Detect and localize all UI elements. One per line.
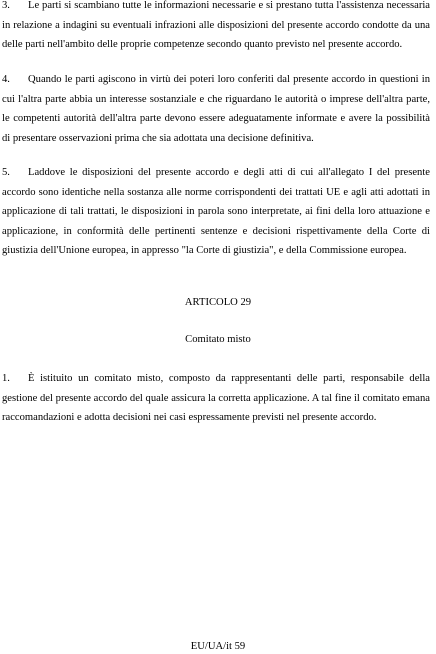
article-paragraph-1	[2, 369, 430, 428]
paragraph-number: 5.	[2, 167, 10, 178]
paragraph-text: Le parti si scambiano tutte le informazioni necessarie e si prestano tutta l'assistenza necessaria in relazione a indagini su eventuali infrazioni alle disposizioni del presente accordo condotte da una delle parti nell'ambito delle proprie competenze secondo quanto previsto nel presente accordo.	[2, 0, 430, 50]
paragraph-number: 3.	[2, 0, 10, 11]
paragraph-text: Quando le parti agiscono in virtù dei poteri loro conferiti dal presente accordo in questioni in cui l'altra parte abbia un interesse sostanziale e che riguardano le autorità o imprese dell'altra parte, le competenti autorità dell'altra parte devono essere adeguatamente informate e avere la possibilità di presentare osservazioni prima che sia adottata una decisione definitiva.	[2, 74, 430, 144]
article-subheading: Comitato misto	[185, 334, 251, 345]
paragraph-5	[2, 163, 430, 261]
paragraph-text: Laddove le disposizioni del presente accordo e degli atti di cui all'allegato I del presente accordo sono identiche nella sostanza alle norme corrispondenti dei trattati UE e agli atti adottati in applicazione di tali trattati, le disposizioni in parola sono interpretate, ai fini della loro attuazione e applicazione, in conformità delle pertinenti sentenze e decisioni rispettivamente della Corte di giustizia dell'Unione europea, in appresso "la Corte di giustizia", e della Commissione europea.	[2, 167, 430, 256]
paragraph-number: 4.	[2, 74, 10, 85]
page-footer: EU/UA/it 59	[190, 641, 246, 652]
paragraph-number: 1.	[2, 373, 10, 384]
paragraph-4	[2, 70, 430, 148]
paragraph-text: È istituito un comitato misto, composto da rappresentanti delle parti, responsabile della gestione del presente accordo del quale assicura la corretta applicazione. A tal fine il comitato emana raccomandazioni e adotta decisioni nei casi espressamente previsti nel presente accordo.	[2, 373, 430, 423]
article-heading: ARTICOLO 29	[184, 297, 252, 308]
paragraph-3	[2, 0, 430, 55]
